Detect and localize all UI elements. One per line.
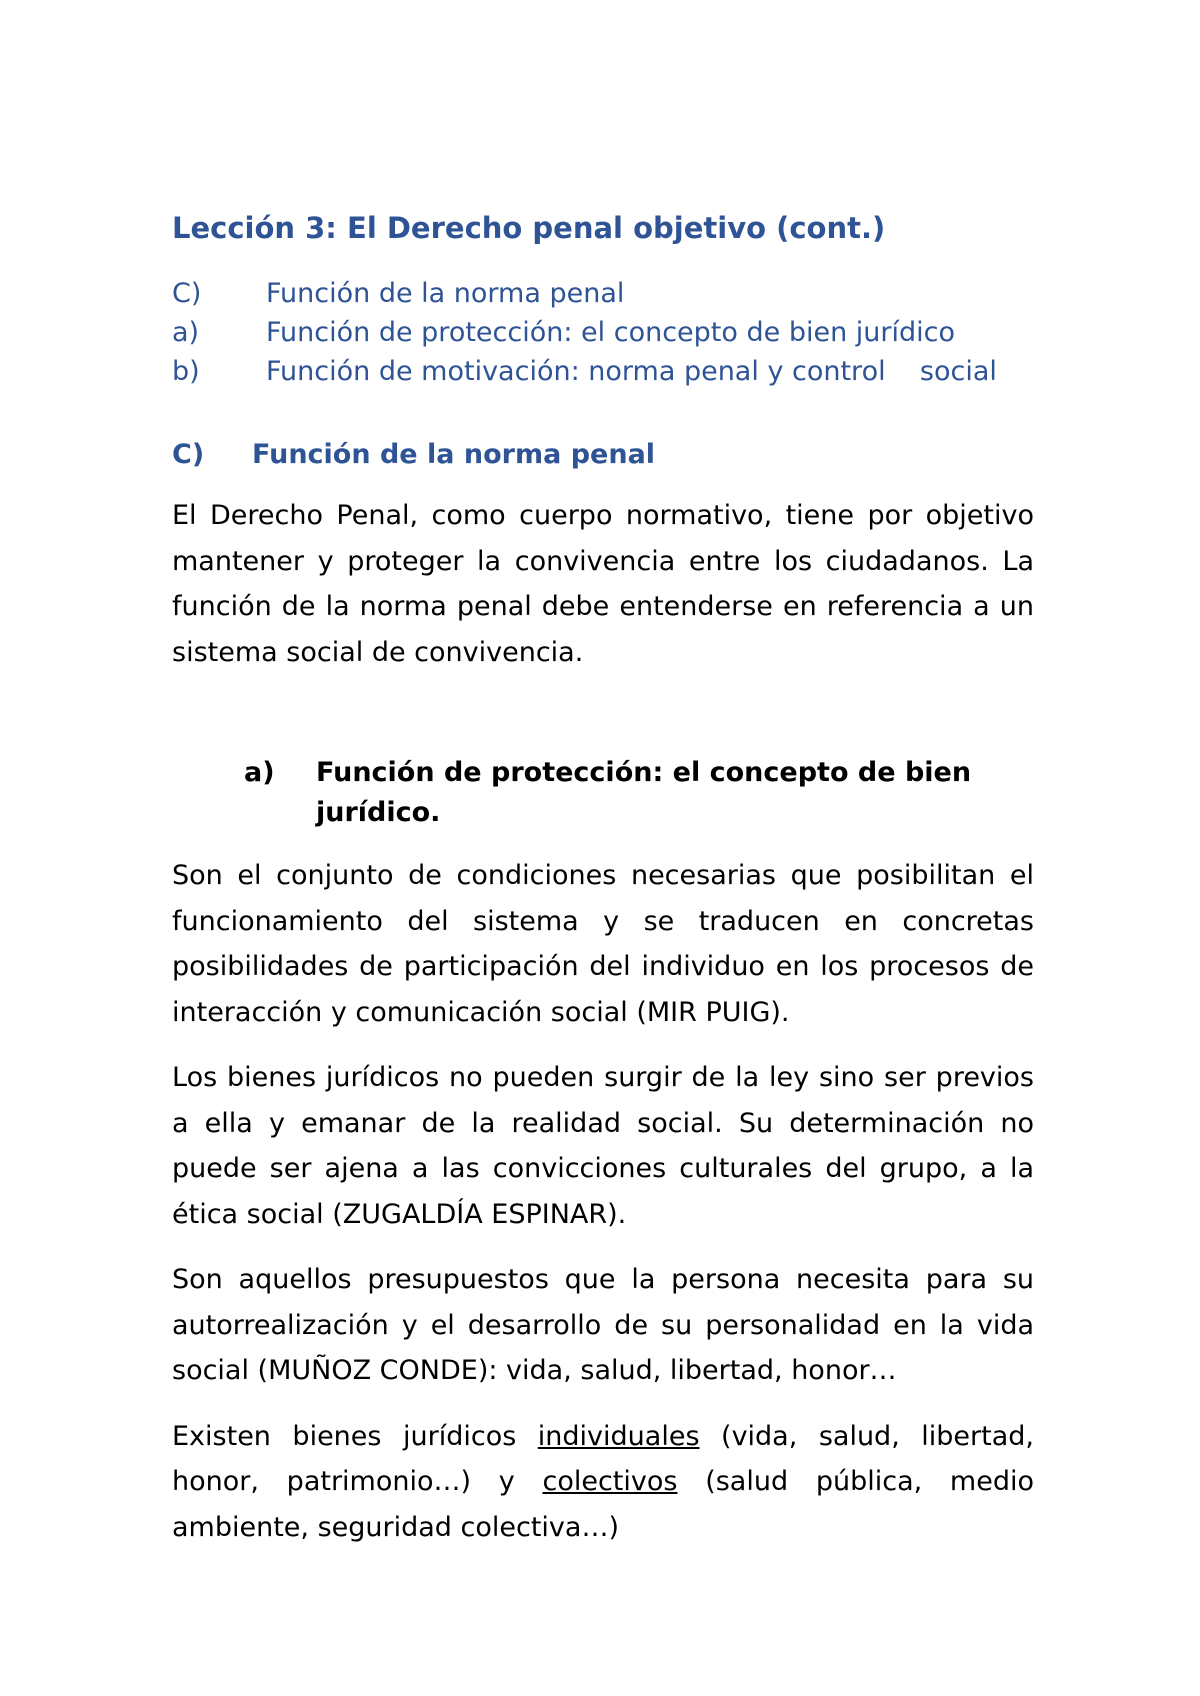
section-a-paragraph: Son aquellos presupuestos que la persona necesita para su autorrealización y el desarrollo de su personalidad en la vida social (MUÑOZ CONDE): vida, salud, libertad, honor… bbox=[172, 1264, 1034, 1386]
text-run: (vida, salud, libertad, honor, patrimonio…) y bbox=[172, 1420, 1034, 1497]
section-a-paragraph-last bbox=[172, 1414, 1034, 1551]
toc-item bbox=[172, 274, 1034, 313]
toc-marker: a) bbox=[172, 317, 200, 348]
section-c-marker: C) bbox=[172, 439, 205, 470]
toc-text: Función de motivación: norma penal y control social bbox=[266, 356, 997, 387]
document-body bbox=[172, 208, 1034, 1570]
table-of-contents bbox=[172, 274, 1034, 391]
toc-item bbox=[172, 313, 1034, 352]
section-a-heading bbox=[244, 753, 1034, 833]
section-a-paragraph: Son el conjunto de condiciones necesarias que posibilitan el funcionamiento del sistema y se traducen en concretas posibilidades de participación del individuo en los procesos de interacción y comunicación social (MIR PUIG). bbox=[172, 860, 1034, 1028]
toc-text: Función de la norma penal bbox=[266, 278, 625, 309]
section-a-marker: a) bbox=[244, 757, 275, 788]
underlined-term-colectivos: colectivos bbox=[542, 1466, 678, 1497]
toc-text: Función de protección: el concepto de bien jurídico bbox=[266, 317, 955, 348]
toc-item bbox=[172, 352, 1034, 391]
section-c-title: Función de la norma penal bbox=[252, 439, 656, 470]
lesson-title: Lección 3: El Derecho penal objetivo (cont.) bbox=[172, 211, 886, 245]
text-run: Existen bienes jurídicos bbox=[172, 1420, 538, 1452]
toc-marker: C) bbox=[172, 278, 202, 309]
toc-marker: b) bbox=[172, 356, 200, 387]
section-c-paragraph: El Derecho Penal, como cuerpo normativo, tiene por objetivo mantener y proteger la convivencia entre los ciudadanos. La función de la norma penal debe entenderse en referencia a un sistema social de convivencia. bbox=[172, 500, 1034, 668]
text-run: (salud pública, medio ambiente, seguridad colectiva…) bbox=[172, 1466, 1034, 1543]
section-a-title: Función de protección: el concepto de bien jurídico. bbox=[316, 757, 972, 828]
section-c-heading bbox=[172, 435, 1034, 475]
section-a-paragraph: Los bienes jurídicos no pueden surgir de la ley sino ser previos a ella y emanar de la realidad social. Su determinación no puede ser ajena a las convicciones culturales del grupo, a la ética social (ZUGALDÍA ESPINAR). bbox=[172, 1062, 1034, 1230]
underlined-term-individuales: individuales bbox=[537, 1420, 700, 1452]
